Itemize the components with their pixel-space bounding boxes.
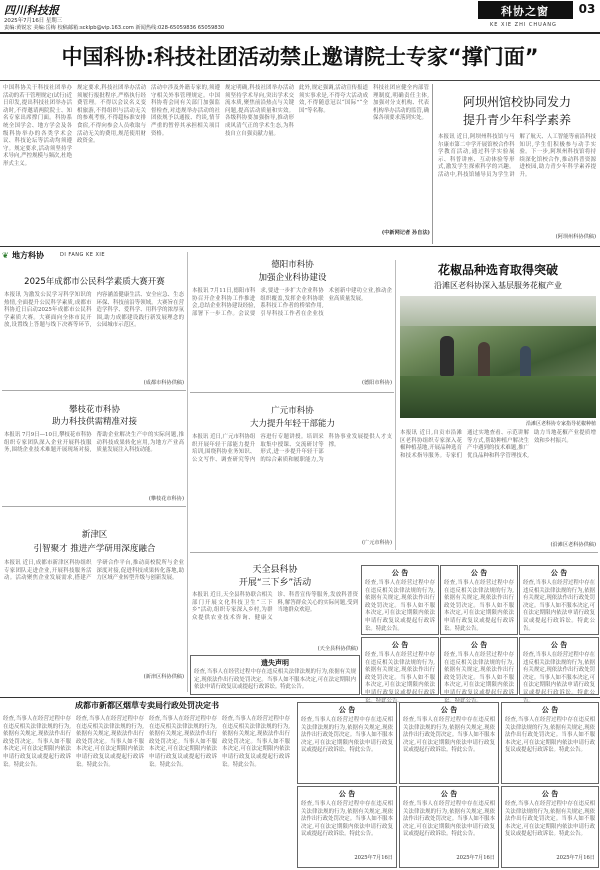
notice-date: 2025年7月16日 [354, 855, 393, 861]
notice-box-5 [440, 637, 518, 704]
bottom-col-1: 经查,当事人在经营过程中存在违反相关法律法规的行为,依据有关规定,现依法作出行政处罚决定。当事人如不服本决定,可在法定期限内依法申请行政复议或提起行政诉讼。特此公告。 [3, 716, 71, 768]
lost-title: 遗失声明 [261, 659, 289, 667]
notice-box-4 [361, 637, 439, 704]
section-pinyin: KE XIE ZHI CHUANG [490, 22, 557, 28]
notice-body: 经查,当事人在经营过程中存在违反相关法律法规的行为,依据有关规定,现依法作出行政处罚决定。当事人如不服本决定,可在法定期限内依法申请行政复议或提起行政诉讼。特此公告。 [301, 717, 393, 754]
divider-col-b [395, 260, 396, 550]
aba-headline-1: 阿坝州馆校协同发力 [462, 95, 571, 109]
lead-headline: 中国科协:科技社团活动禁止邀请院士专家“撑门面” [61, 45, 539, 69]
tianquan-title-1: 天全县科协 [252, 565, 298, 575]
notice-date: 2025年7月16日 [556, 855, 595, 861]
deyang-rule [190, 392, 394, 393]
notice-box-2 [440, 565, 518, 635]
notice-body: 经查,当事人在经营过程中存在违反相关法律法规的行为,依据有关规定,现依法作出行政处罚决定。当事人如不服本决定,可在法定期限内依法申请行政复议或提起行政诉讼。特此公告。 [444, 652, 514, 704]
notice-title: 公 告 [541, 706, 559, 714]
photo-person-3 [520, 346, 531, 378]
notice-title: 公 告 [440, 706, 458, 714]
notice-body: 经查,当事人在经营过程中存在违反相关法律法规的行为,依据有关规定,现依法作出行政处罚决定。当事人如不服本决定,可在法定期限内依法申请行政复议或提起行政诉讼。特此公告。 [301, 801, 393, 838]
guangyuan-body: 本报讯 近日,广元市科协组织开展年轻干部能力提升培训,围绕科协业务知识、公文写作、调查研究等内容进行专题讲授。培训采取集中授课、交流研讨等形式,进一步提升年轻干部的综合素质和履职能力,为科协事业发展提供人才支撑。 [192, 434, 392, 463]
pepper-byline: (沿滩区老科协供稿) [550, 542, 596, 548]
local-banner [0, 250, 185, 262]
panzhihua-title-1: 攀枝花市科协 [68, 405, 120, 415]
panzhihua-title-2: 助力科技供需精准对接 [51, 417, 137, 427]
chengdu-body: 本报讯 为激发公民学习科学知识的热情,全面提升公民科学素质,成都市科协近日启动2025年成都市公民科学素质大赛。大赛面向全体市民开放,设置线上答题与线下决赛等环节,内容涵盖健康生活、安全应急、生态环保、科技前沿等领域。大赛旨在营造学科学、爱科学、用科学的浓厚氛围,助力成都建设践行新发展理念的公园城市示范区。 [4, 292, 184, 329]
banner-pinyin: DI FANG KE XIE [60, 252, 106, 258]
notice-box-12 [501, 786, 599, 868]
notice-box-6 [519, 637, 599, 704]
notice-body: 经查,当事人在经营过程中存在违反相关法律法规的行为,依据有关规定,现依法作出行政处罚决定。当事人如不服本决定,可在法定期限内依法申请行政复议或提起行政诉讼。特此公告。 [523, 580, 595, 632]
photo-foliage [400, 376, 596, 418]
deyang-title-1: 德阳市科协 [271, 260, 314, 270]
lead-bottom-rule [0, 246, 600, 247]
xinjin-title-1: 新津区 [81, 530, 108, 540]
tianquan-title-2: 开展“三下乡”活动 [238, 578, 312, 588]
panzhihua-byline: (攀枝花市科协) [148, 496, 184, 502]
notice-box-3 [519, 565, 599, 635]
notice-box-9 [501, 702, 599, 784]
guangyuan-byline: (广元市科协) [362, 540, 392, 546]
chengdu-title: 2025年成都市公民科学素质大赛开赛 [24, 277, 165, 287]
notice-body: 经查,当事人在经营过程中存在违反相关法律法规的行为,依据有关规定,现依法作出行政处罚决定。当事人如不服本决定,可在法定期限内依法申请行政复议或提起行政诉讼。特此公告。 [403, 717, 495, 754]
divider-col-a [187, 252, 188, 692]
photo-person-1 [440, 336, 454, 376]
guangyuan-title-2: 大力提升年轻干部能力 [249, 419, 335, 429]
notice-box-11 [399, 786, 499, 868]
notice-title: 公 告 [338, 790, 356, 798]
lead-col-3: 活动中涉及外籍专家的,须遵守相关外事管理规定。中国科协将会同有关部门加强监督检查,对违规举办活动的社团依规予以通报、约谈,情节严重的暂停其承担相关项目资格。 [151, 85, 220, 137]
pepper-photo [400, 296, 596, 418]
notice-title: 公 告 [550, 569, 568, 577]
chengdu-byline: (成都市科协供稿) [143, 380, 184, 386]
pepper-title: 花椒品种选育取得突破 [437, 263, 558, 277]
deyang-title-2: 加强企业科协建设 [258, 273, 327, 283]
section-title: 科协之窗 [501, 5, 549, 18]
notice-box-8 [399, 702, 499, 784]
notice-box-1 [361, 565, 439, 635]
lead-col-2: 规定要求,科技社团举办活动须履行报批程序,严格执行经费管理。不得以会议名义变相旅游,不得组织与活动无关的参观考察,不得超标准安排食宿,不得向参会人员收取与活动无关的费用,规范使用财政资金。 [77, 85, 146, 145]
aba-headline-2: 提升青少年科学素养 [462, 113, 571, 127]
notice-box-10 [297, 786, 397, 868]
xinjin-byline: (新津区科协供稿) [143, 674, 184, 680]
notice-title: 公 告 [338, 706, 356, 714]
editors-line: 责编:黄锐宏 美编:岳梅 校稿邮箱:scklpb@vip.163.com 新闻热线:028-65059836 65059830 [4, 25, 225, 31]
page-number: 03 [578, 2, 596, 16]
notice-body: 经查,当事人在经营过程中存在违反相关法律法规的行为,依据有关规定,现依法作出行政处罚决定。当事人如不服本决定,可在法定期限内依法申请行政复议或提起行政诉讼。特此公告。 [403, 801, 495, 838]
notice-title: 公 告 [470, 641, 488, 649]
chengdu-rule [2, 390, 186, 391]
lost-body: 经查,当事人在经营过程中存在违反相关法律法规的行为,依据有关规定,现依法作出行政处罚决定。当事人如不服本决定,可在法定期限内依法申请行政复议或提起行政诉讼。特此公告。 [194, 669, 356, 691]
notice-body: 经查,当事人在经营过程中存在违反相关法律法规的行为,依据有关规定,现依法作出行政处罚决定。当事人如不服本决定,可在法定期限内依法申请行政复议或提起行政诉讼。特此公告。 [505, 801, 595, 838]
pepper-caption: 沿滩区老科协专家指导花椒种植 [525, 421, 596, 427]
banner-title: 地方科协 [12, 251, 44, 260]
notice-body: 经查,当事人在经营过程中存在违反相关法律法规的行为,依据有关规定,现依法作出行政处罚决定。当事人如不服本决定,可在法定期限内依法申请行政复议或提起行政诉讼。特此公告。 [444, 580, 514, 632]
notice-body: 经查,当事人在经营过程中存在违反相关法律法规的行为,依据有关规定,现依法作出行政处罚决定。当事人如不服本决定,可在法定期限内依法申请行政复议或提起行政诉讼。特此公告。 [365, 652, 435, 704]
notice-date: 2025年7月16日 [456, 855, 495, 861]
notice-box-7 [297, 702, 397, 784]
photo-sky [400, 296, 596, 326]
lead-col-5: 此外,规定强调,活动宣传报道须实事求是,不得夸大活动成效,不得随意冠以“国际”“全国”等名称。 [299, 85, 368, 114]
panzhihua-rule [2, 506, 186, 507]
notice-body: 经查,当事人在经营过程中存在违反相关法律法规的行为,依据有关规定,现依法作出行政处罚决定。当事人如不服本决定,可在法定期限内依法申请行政复议或提起行政诉讼。特此公告。 [505, 717, 595, 754]
lead-right-divider [432, 84, 433, 244]
bottom-title: 成都市新都区烟草专卖局行政处罚决定书 [75, 701, 219, 710]
notice-title: 公 告 [391, 569, 409, 577]
guangyuan-title-1: 广元市科协 [271, 406, 314, 416]
bottom-col-4: 经查,当事人在经营过程中存在违反相关法律法规的行为,依据有关规定,现依法作出行政处罚决定。当事人如不服本决定,可在法定期限内依法申请行政复议或提起行政诉讼。特此公告。 [222, 716, 290, 768]
xinjin-title-2: 引智聚才 推进产学研用深度融合 [33, 544, 156, 554]
bottom-col-3: 经查,当事人在经营过程中存在违反相关法律法规的行为,依据有关规定,现依法作出行政处罚决定。当事人如不服本决定,可在法定期限内依法申请行政复议或提起行政诉讼。特此公告。 [149, 716, 217, 768]
paper-name: 四川科技报 [4, 4, 59, 17]
pepper-subtitle: 沿滩区老科协深入基层服务花椒产业 [434, 281, 562, 290]
notice-title: 公 告 [470, 569, 488, 577]
date-line: 2025年7月16日 星期三 [4, 18, 63, 24]
masthead [0, 0, 600, 40]
aba-byline: (阿坝州科协供稿) [555, 234, 596, 240]
pepper-body: 本报讯 近日,自贡市沿滩区老科协组织专家深入花椒种植基地,开展品种选育和技术指导服务。专家们通过实地查看、示范讲解等方式,帮助种植户解决生产中遇到的技术难题,推广优良品种和科学管理技术,助力当地花椒产业提质增效和乡村振兴。 [400, 430, 596, 459]
tianquan-body: 本报讯 近日,天全县科协联合相关部门开展文化科技卫生“三下乡”活动,组织专家深入乡村,为群众提供农业技术咨询、健康义诊、科普宣传等服务,发放科普资料,解答群众关心的实际问题,受到当地群众欢迎。 [192, 592, 358, 621]
xinjin-body: 本报讯 近日,成都市新津区科协组织专家团队走进企业,开展科技服务活动。活动聚焦企业发展需求,搭建产学研合作平台,推动高校院所与企业深度对接,促进科技成果转化落地,助力区域产业转型升级与创新发展。 [4, 560, 184, 582]
deyang-byline: (德阳市科协) [362, 380, 392, 386]
lead-headline-rule [0, 80, 600, 81]
banner-leaf-icon: ❦ [2, 251, 9, 260]
notice-body: 经查,当事人在经营过程中存在违反相关法律法规的行为,依据有关规定,现依法作出行政处罚决定。当事人如不服本决定,可在法定期限内依法申请行政复议或提起行政诉讼。特此公告。 [523, 652, 595, 704]
deyang-body: 本报讯 7月11日,德阳市科协召开企业科协工作推进会,总结企业科协建设经验,部署下一步工作。会议要求,要进一步扩大企业科协组织覆盖,发挥企业科协联系科技工作者的桥梁作用,引导科技工作者在企业技术创新中建功立业,推动企业高质量发展。 [192, 288, 392, 317]
panzhihua-body: 本报讯 7月9日—10日,攀枝花市科协组织专家团队深入企业开展科技服务,围绕企业技术难题开展现场对接,帮助企业解决生产中的实际问题,推动科技成果转化应用,为地方产业高质量发展注入科技动能。 [4, 432, 184, 454]
notice-title: 公 告 [541, 790, 559, 798]
lead-byline: (中新网记者 孙自法) [381, 230, 430, 236]
lead-col-4: 规定明确,科技社团举办活动须坚持学术导向,突出学术交流本质,聚焦前沿热点与关键问题,提高活动质量和实效。各级科协要加强指导,推动形成风清气正的学术生态,为科技自立自强贡献力量。 [225, 85, 294, 137]
notice-title: 公 告 [440, 790, 458, 798]
guangyuan-rule [190, 552, 598, 553]
masthead-rule [0, 32, 600, 34]
tianquan-byline: (天全县科协供稿) [317, 646, 358, 652]
bottom-section-rule [0, 697, 600, 698]
bottom-col-2: 经查,当事人在经营过程中存在违反相关法律法规的行为,依据有关规定,现依法作出行政处罚决定。当事人如不服本决定,可在法定期限内依法申请行政复议或提起行政诉讼。特此公告。 [76, 716, 144, 768]
notice-body: 经查,当事人在经营过程中存在违反相关法律法规的行为,依据有关规定,现依法作出行政处罚决定。当事人如不服本决定,可在法定期限内依法申请行政复议或提起行政诉讼。特此公告。 [365, 580, 435, 632]
lost-box [190, 655, 360, 695]
notice-title: 公 告 [550, 641, 568, 649]
notice-title: 公 告 [391, 641, 409, 649]
photo-person-2 [478, 342, 490, 378]
lead-col-6: 科技社团应健全内部管理制度,明确责任主体,加强对分支机构、代表机构举办活动的监管,确保各项要求落到实处。 [373, 85, 429, 122]
lead-col-1: 中国科协关于科技社团举办活动的若干管理规定(试行)近日印发,提出科技社团举办活动时,不得邀请两院院士、知名专家出席撑门面。科协系统全国学会、地方学会及各级科协举办的各类学术会议、科技论坛等活动均须遵守。规定要求,活动须坚持学术导向,严控规模与频次,杜绝形式主义。 [3, 85, 72, 167]
aba-body: 本报讯 近日,阿坝州科技馆与马尔康市第二中学开展馆校合作科学教育活动,通过科学实验展示、科普讲座、互动体验等形式,激发学生探索科学的兴趣。活动中,科技馆辅导员为学生讲解了航天、人工智能等前沿科技知识,学生们积极参与动手实验。下一步,阿坝州科技馆将持续深化馆校合作,推动科普资源进校园,助力青少年科学素养提升。 [438, 134, 596, 178]
